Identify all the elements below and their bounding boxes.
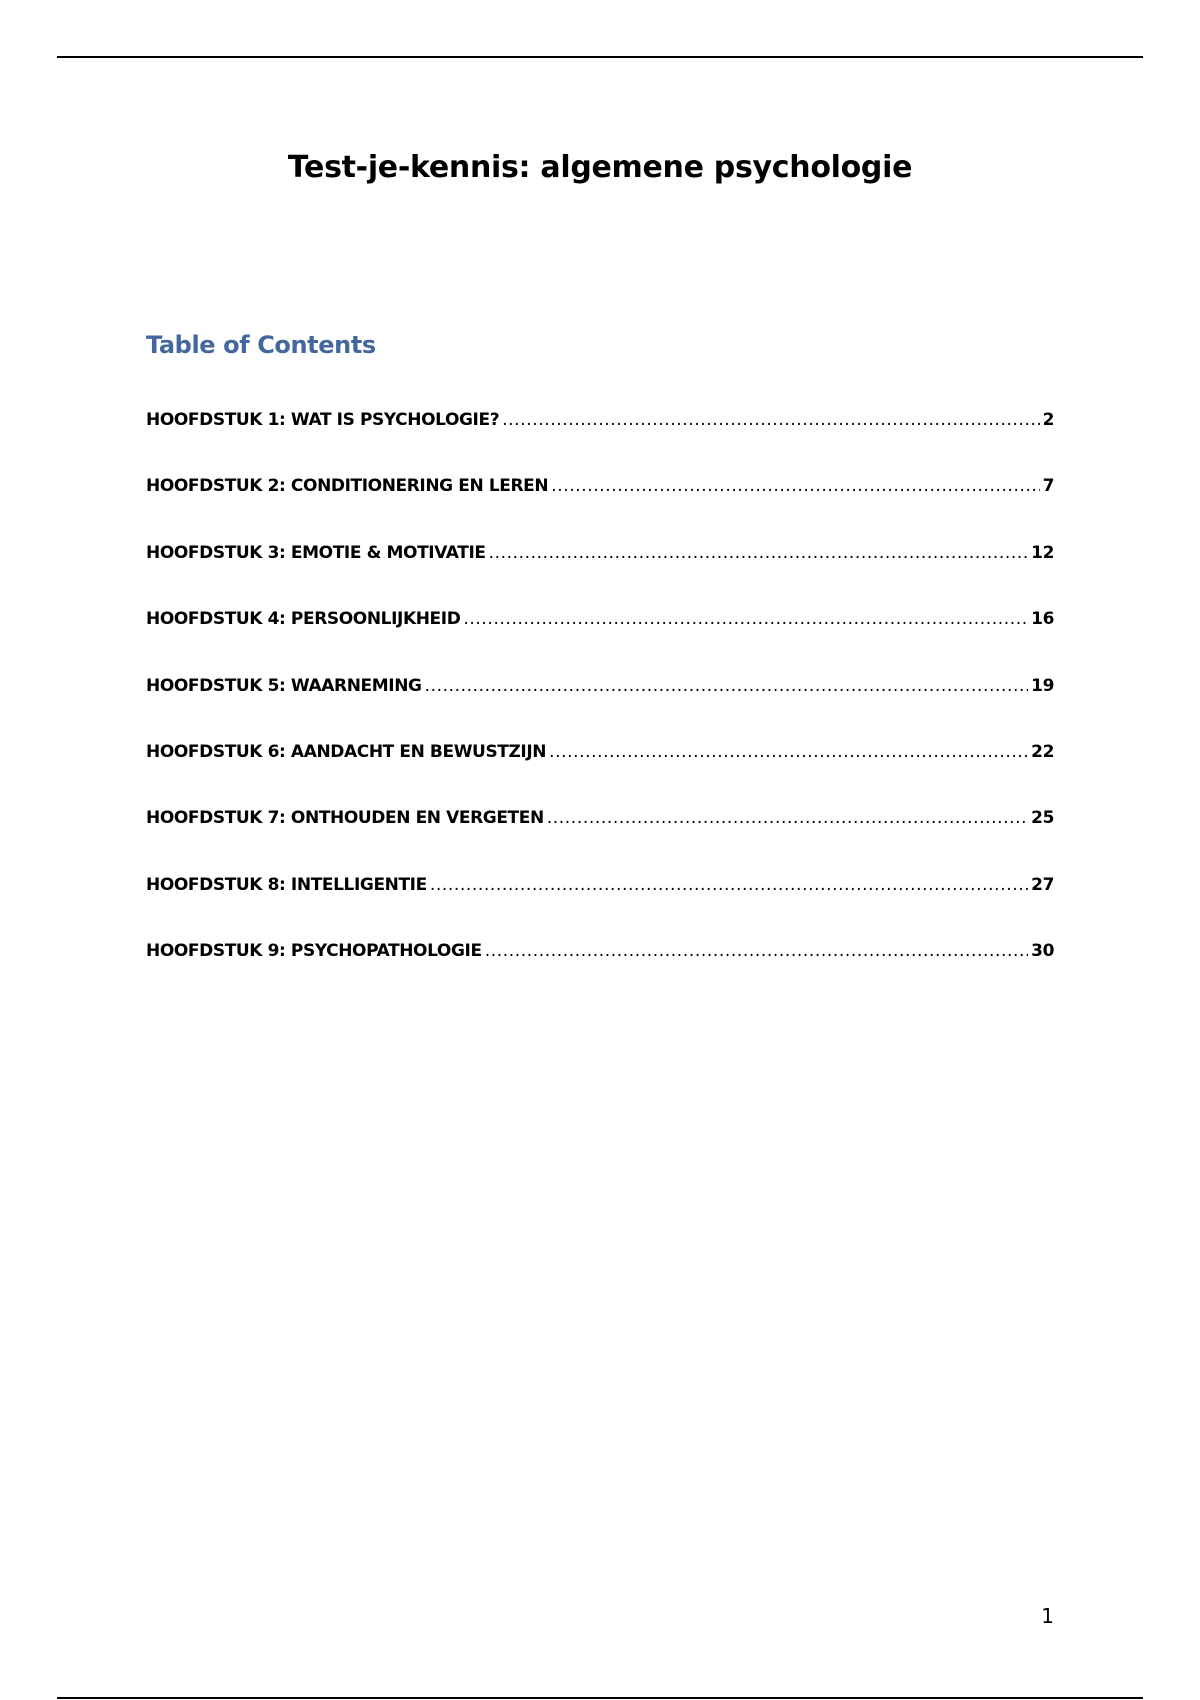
toc-entry-title: HOOFDSTUK 9: PSYCHOPATHOLOGIE [146, 941, 482, 962]
toc-dot-leader [547, 806, 1028, 830]
toc-entry-page: 25 [1031, 808, 1054, 829]
toc-entry-page: 27 [1031, 874, 1054, 895]
toc-entry-page: 30 [1031, 941, 1054, 962]
toc-entry-title: HOOFDSTUK 5: WAARNEMING [146, 675, 422, 696]
toc-dot-leader [549, 740, 1028, 764]
toc-entry-9[interactable] [146, 939, 1054, 1005]
toc-entry-8[interactable] [146, 873, 1054, 939]
toc-dot-leader [463, 607, 1028, 631]
toc-entry-page: 7 [1042, 476, 1054, 497]
toc-entry-title: HOOFDSTUK 7: ONTHOUDEN EN VERGETEN [146, 808, 544, 829]
toc-dot-leader [425, 674, 1029, 698]
toc-entry-title: HOOFDSTUK 6: AANDACHT EN BEWUSTZIJN [146, 741, 547, 762]
toc-heading: Table of Contents [146, 331, 376, 359]
toc-entry-2[interactable] [146, 474, 1054, 540]
toc-entry-title: HOOFDSTUK 1: WAT IS PSYCHOLOGIE? [146, 410, 500, 430]
toc-dot-leader [502, 408, 1039, 432]
toc-dot-leader [489, 541, 1029, 565]
toc-entry-page: 2 [1042, 410, 1054, 430]
toc-entry-title: HOOFDSTUK 8: INTELLIGENTIE [146, 874, 427, 895]
toc-entry-7[interactable] [146, 806, 1054, 872]
toc-dot-leader [551, 474, 1039, 498]
toc-entry-6[interactable] [146, 740, 1054, 806]
toc-entry-title: HOOFDSTUK 2: CONDITIONERING EN LEREN [146, 476, 549, 497]
toc-entry-title: HOOFDSTUK 4: PERSOONLIJKHEID [146, 609, 461, 630]
toc-dot-leader [485, 939, 1028, 963]
toc-entry-page: 22 [1031, 741, 1054, 762]
page-number: 1 [1041, 1604, 1054, 1628]
footer-rule [57, 1697, 1143, 1699]
toc-entry-3[interactable] [146, 541, 1054, 607]
toc-entry-page: 19 [1031, 675, 1054, 696]
table-of-contents [146, 408, 1054, 1006]
header-rule [57, 56, 1143, 58]
toc-entry-page: 12 [1031, 542, 1054, 563]
toc-dot-leader [430, 873, 1028, 897]
toc-entry-4[interactable] [146, 607, 1054, 673]
document-title: Test-je-kennis: algemene psychologie [287, 150, 913, 185]
toc-entry-page: 16 [1031, 609, 1054, 630]
toc-entry-title: HOOFDSTUK 3: EMOTIE & MOTIVATIE [146, 542, 486, 563]
toc-entry-5[interactable] [146, 674, 1054, 740]
toc-entry-1[interactable] [146, 408, 1054, 474]
